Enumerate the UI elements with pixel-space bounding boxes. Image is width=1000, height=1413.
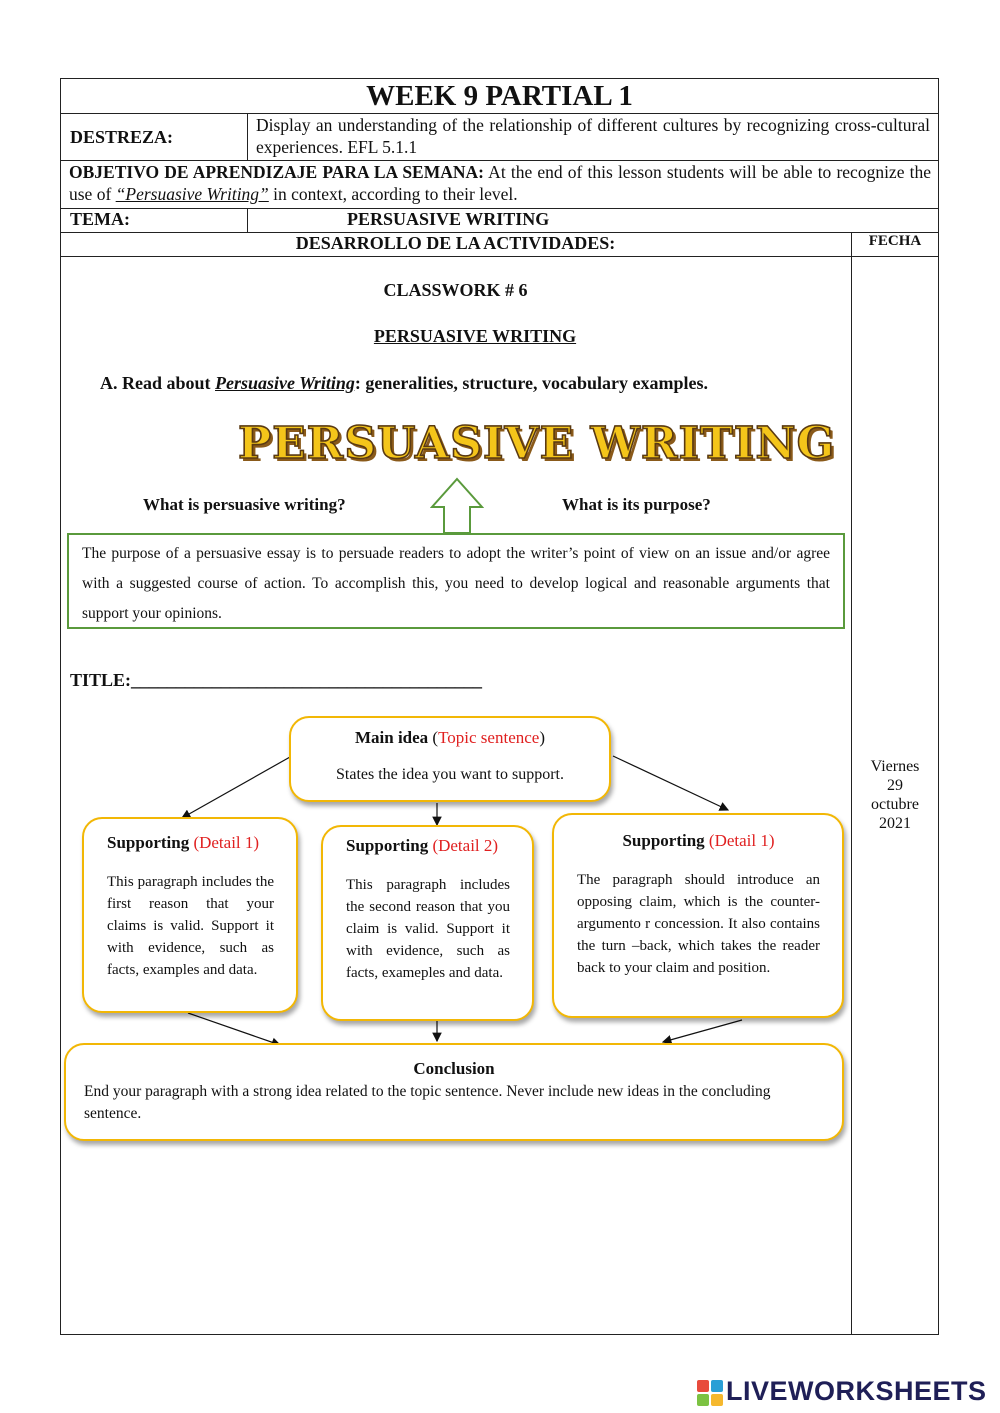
instruction: A. Read about Persuasive Writing: generalities, structure, vocabulary examples. — [100, 373, 708, 393]
banner-title: PERSUASIVE WRITING — [238, 418, 836, 469]
support-1-heading: Supporting (Detail 1) — [107, 833, 260, 852]
question-purpose: What is its purpose? — [562, 495, 711, 514]
logo-icon — [697, 1380, 723, 1406]
main-idea-tag: Topic sentence — [438, 728, 540, 747]
conclusion-text: End your paragraph with a strong idea related to the topic sentence. Never include new ideas in the concluding sentence. — [84, 1083, 771, 1122]
support-3-tag: (Detail 1) — [708, 831, 775, 850]
support-box-1 — [82, 817, 298, 1013]
main-idea-heading: Main idea (Topic sentence) — [354, 728, 546, 747]
objetivo-topic: “Persuasive Writing” — [115, 184, 269, 204]
destreza-label: DESTREZA: — [70, 127, 174, 147]
logo-text: LIVEWORKSHEETS — [726, 1376, 987, 1406]
arrow-main-to-support-1 — [182, 757, 290, 818]
page-title: WEEK 9 PARTIAL 1 — [366, 80, 633, 112]
objetivo-label: OBJETIVO DE APRENDIZAJE PARA LA SEMANA: — [69, 162, 484, 182]
instruction-topic: Persuasive Writing — [215, 373, 355, 393]
conclusion-box — [64, 1043, 844, 1141]
classwork-title: CLASSWORK # 6 — [383, 280, 528, 300]
main-idea-box — [289, 716, 611, 802]
arrow-main-to-support-3 — [613, 756, 728, 810]
support-3-text: The paragraph should introduce an opposing claim, which is the counter- argumento r concession. It also contains the turn –back, which takes the reader back to your claim and position. — [577, 872, 820, 976]
support-2-heading: Supporting (Detail 2) — [346, 836, 499, 855]
objetivo-text: OBJETIVO DE APRENDIZAJE PARA LA SEMANA: At the end of this lesson students will be able to recognize the use of “Persuasive Writing” in context, according to their level. — [69, 162, 931, 204]
support-box-3 — [552, 813, 844, 1018]
desarrollo-label: DESARROLLO DE LA ACTIVIDADES: — [295, 233, 616, 253]
main-idea-text: States the idea you want to support. — [336, 766, 564, 783]
title-blank: _______________________________________ — [131, 670, 483, 690]
question-what: What is persuasive writing? — [143, 495, 346, 514]
section-title: PERSUASIVE WRITING — [373, 326, 577, 346]
liveworksheets-logo — [697, 1376, 997, 1410]
definition-text: The purpose of a persuasive essay is to persuade readers to adopt the writer’s point of view on an issue and/or agree with a suggested course of action. To accomplish this, you need to develop logical and reasonable arguments that support your opinions. — [82, 545, 830, 622]
support-box-2 — [321, 825, 534, 1021]
arrow-support-3-to-conclusion — [663, 1020, 742, 1042]
support-3-heading: Supporting (Detail 1) — [622, 831, 775, 850]
support-2-tag: (Detail 2) — [432, 836, 499, 855]
support-2-text: This paragraph includes the second reason that you claim is valid. Support it with evidence, such as facts, exameples and data. — [346, 877, 510, 981]
tema-label: TEMA: — [70, 209, 130, 229]
conclusion-heading: Conclusion — [413, 1059, 495, 1078]
fecha-value: Viernes 29 octubre 2021 — [870, 758, 920, 832]
tema-value: PERSUASIVE WRITING — [347, 209, 550, 229]
support-1-tag: (Detail 1) — [193, 833, 260, 852]
arrow-support-1-to-conclusion — [188, 1013, 280, 1045]
title-label: TITLE: — [70, 670, 132, 690]
destreza-text: Display an understanding of the relationship of different cultures by recognizing cross-cultural experiences. EFL 5.1.1 — [256, 115, 930, 157]
support-1-text: This paragraph includes the first reason that your claims is valid. Support it with evidence, such as facts, examples and data. — [107, 874, 274, 978]
fecha-label: FECHA — [868, 233, 922, 249]
